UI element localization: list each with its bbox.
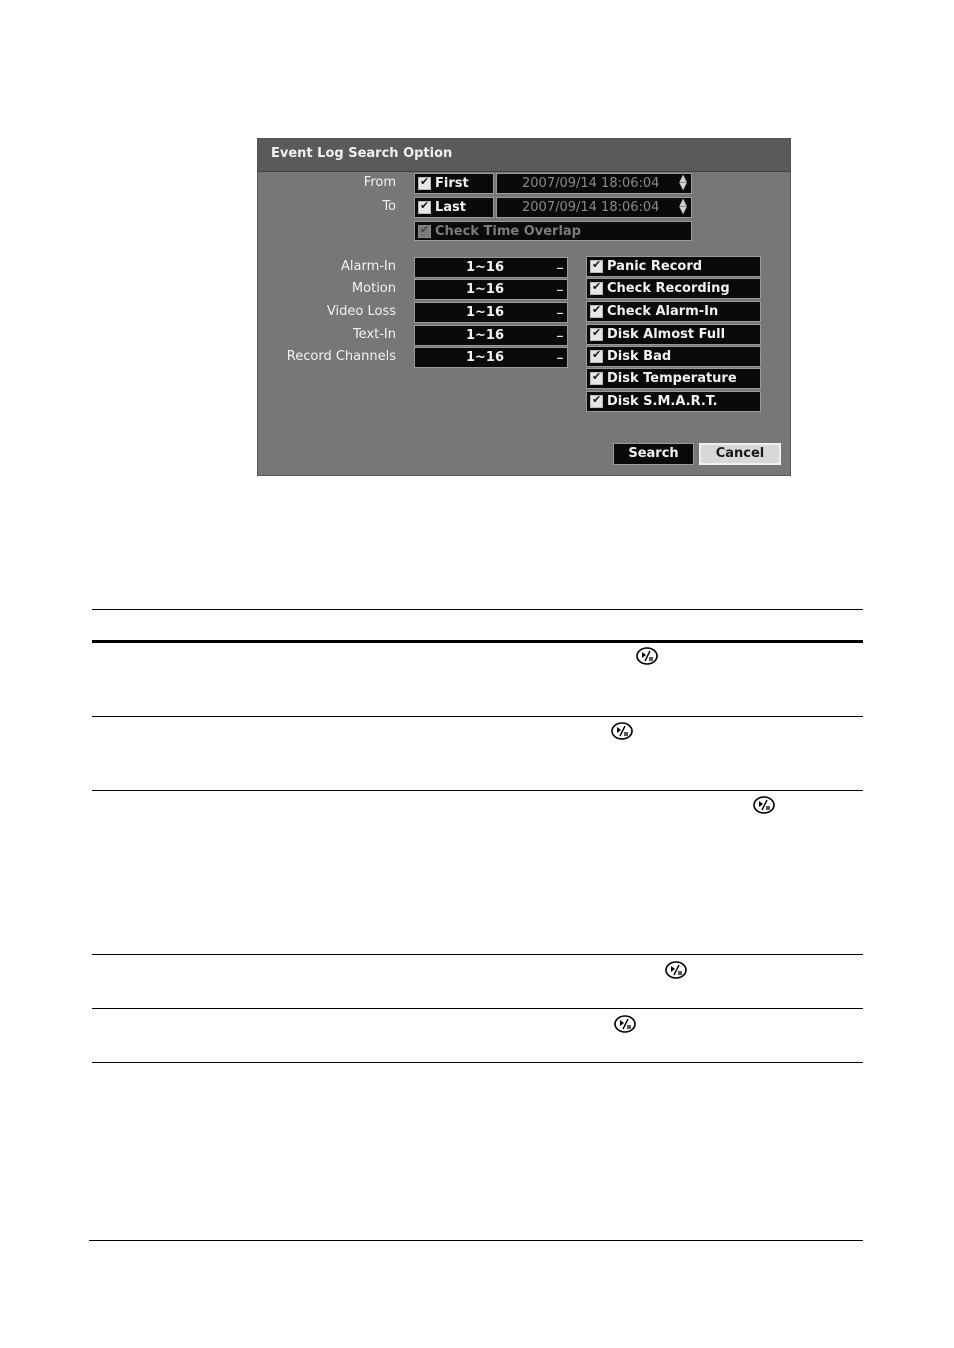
record-channels-label: Record Channels xyxy=(286,349,396,364)
spinner-arrows-icon[interactable]: ▲ ▼ xyxy=(679,173,687,192)
motion-label: Motion xyxy=(351,281,396,296)
to-datetime-field[interactable]: 2007/09/14 18:06:04 ▲ ▼ xyxy=(496,197,692,218)
table-row-divider xyxy=(92,954,863,955)
check-recording-checkbox[interactable]: ✔ Check Recording xyxy=(586,278,761,299)
from-datetime-field[interactable]: 2007/09/14 18:06:04 ▲ ▼ xyxy=(496,173,692,194)
check-alarm-in-checkbox[interactable]: ✔ Check Alarm-In xyxy=(586,301,761,322)
checkbox-checked-icon xyxy=(590,372,603,385)
dropdown-icon: _ xyxy=(557,345,563,359)
checkbox-disabled-icon xyxy=(418,225,431,238)
table-row-divider xyxy=(92,1008,863,1009)
from-label: From xyxy=(363,175,396,190)
checkbox-checked-icon xyxy=(418,177,431,190)
table-header-rule xyxy=(92,640,863,643)
dialog-title-bar xyxy=(258,139,790,172)
disk-almost-full-checkbox[interactable]: ✔ Disk Almost Full xyxy=(586,324,761,345)
checkbox-checked-icon xyxy=(590,305,603,318)
checkbox-checked-icon xyxy=(418,201,431,214)
search-button[interactable]: Search xyxy=(613,443,694,465)
play-pause-icon xyxy=(614,1015,636,1033)
alarm-in-field[interactable]: 1~16 _ xyxy=(414,257,568,278)
disk-temperature-checkbox[interactable]: ✔ Disk Temperature xyxy=(586,368,761,389)
event-log-search-dialog xyxy=(257,138,791,476)
alarm-in-label: Alarm-In xyxy=(340,259,396,274)
checkbox-checked-icon xyxy=(590,282,603,295)
checkbox-checked-icon xyxy=(590,328,603,341)
panic-record-checkbox[interactable]: ✔ Panic Record xyxy=(586,256,761,277)
play-pause-icon xyxy=(665,961,687,979)
play-pause-icon xyxy=(753,796,775,814)
dropdown-icon: _ xyxy=(557,255,563,269)
text-in-label: Text-In xyxy=(352,327,396,342)
video-loss-label: Video Loss xyxy=(326,304,396,319)
checkbox-checked-icon xyxy=(590,395,603,408)
from-first-checkbox[interactable]: ✔ First xyxy=(414,173,494,194)
check-time-overlap-checkbox[interactable]: ✔ Check Time Overlap xyxy=(414,221,692,241)
table-row-divider xyxy=(92,1062,863,1063)
dropdown-icon: _ xyxy=(557,300,563,314)
record-channels-field[interactable]: 1~16 _ xyxy=(414,347,568,368)
disk-bad-checkbox[interactable]: ✔ Disk Bad xyxy=(586,346,761,367)
play-pause-icon xyxy=(636,647,658,665)
motion-field[interactable]: 1~16 _ xyxy=(414,279,568,300)
video-loss-field[interactable]: 1~16 _ xyxy=(414,302,568,323)
checkbox-checked-icon xyxy=(590,350,603,363)
play-pause-icon xyxy=(611,722,633,740)
to-last-checkbox[interactable]: ✔ Last xyxy=(414,197,494,218)
table-row-divider xyxy=(92,716,863,717)
spinner-arrows-icon[interactable]: ▲ ▼ xyxy=(679,197,687,216)
dropdown-icon: _ xyxy=(557,277,563,291)
text-in-field[interactable]: 1~16 _ xyxy=(414,325,568,346)
dropdown-icon: _ xyxy=(557,323,563,337)
page-bottom-rule xyxy=(89,1240,863,1241)
table-row-divider xyxy=(92,790,863,791)
dialog-title: Event Log Search Option xyxy=(271,146,453,161)
disk-smart-checkbox[interactable]: ✔ Disk S.M.A.R.T. xyxy=(586,391,761,412)
to-label: To xyxy=(382,199,396,214)
table-top-rule xyxy=(92,609,863,610)
checkbox-checked-icon xyxy=(590,260,603,273)
cancel-button[interactable]: Cancel xyxy=(699,443,781,465)
